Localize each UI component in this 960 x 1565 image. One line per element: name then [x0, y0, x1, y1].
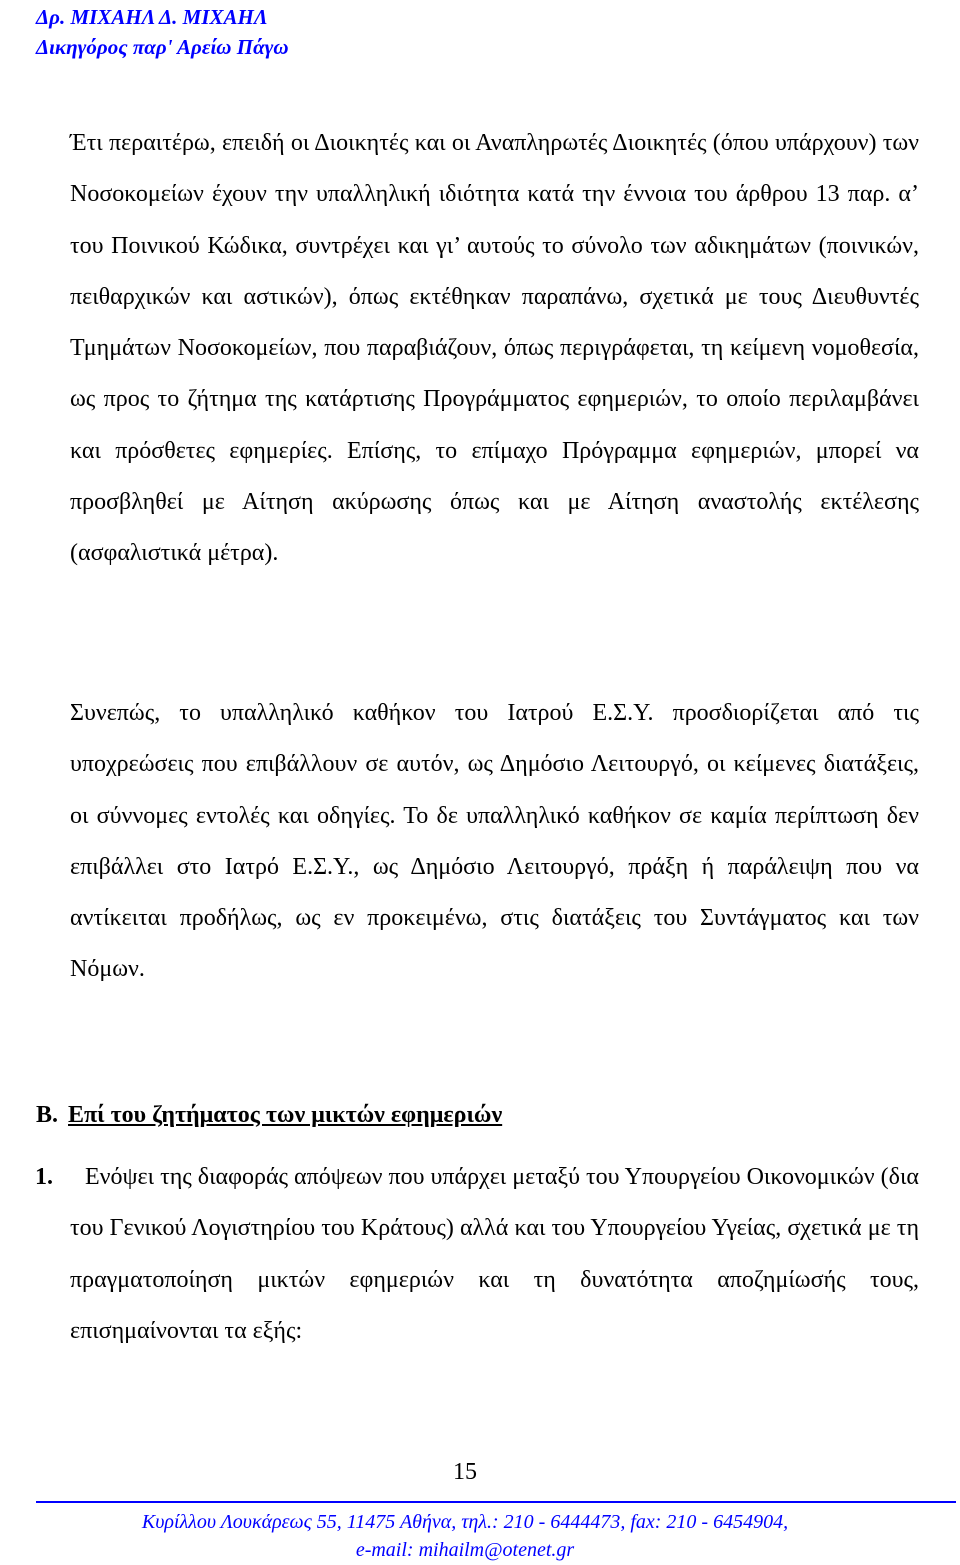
body-paragraph: Συνεπώς, το υπαλληλικό καθήκον του Ιατρού Ε.Σ.Υ. προσδιορίζεται από τις υποχρεώσεις που επιβάλλουν σε αυτόν, ως Δημόσιο Λειτουργό, οι κείμενες διατάξεις, οι σύννομες εντολές και οδηγίες. Το δε υπαλληλικό καθήκον σε καμία περίπτωση δεν επιβάλλει στο Ιατρό Ε.Σ.Υ., ως Δημόσιο Λειτουργό, πράξη ή παράλειψη που να αντίκειται προδήλως, ως εν προκειμένω, στις διατάξεις του Συντάγματος και των Νόμων.: [70, 700, 919, 983]
page-number: 15: [453, 1459, 477, 1485]
section-label: Β.: [36, 1102, 59, 1128]
footer-address: Κυρίλλου Λουκάρεως 55, 11475 Αθήνα, τηλ.: 210 - 6444473, fax: 210 - 6454904,: [141, 1511, 789, 1533]
section-heading: [36, 1090, 502, 1141]
footer-divider: [36, 1501, 956, 1503]
numbered-item: [35, 1152, 919, 1357]
letterhead: [36, 2, 289, 62]
item-number: 1.: [35, 1164, 53, 1190]
lawyer-title: Δικηγόρος παρ' Αρείω Πάγω: [36, 35, 289, 59]
lawyer-name: Δρ. ΜΙΧΑΗΛ Δ. ΜΙΧΑΗΛ: [36, 5, 268, 29]
item-text: Ενόψει της διαφοράς απόψεων που υπάρχει μεταξύ του Υπουργείου Οικονομικών (δια του Γενικού Λογιστηρίου του Κράτους) αλλά και του Υπουργείου Υγείας, σχετικά με τη πραγματοποίηση μικτών εφημεριών και τη δυνατότητα αποζημίωσής τους, επισημαίνονται τα εξής:: [70, 1164, 919, 1344]
footer-email: e-mail: mihailm@otenet.gr: [355, 1539, 575, 1561]
footer: [0, 1508, 930, 1564]
body-paragraph: Έτι περαιτέρω, επειδή οι Διοικητές και οι Αναπληρωτές Διοικητές (όπου υπάρχουν) των Νοσοκομείων έχουν την υπαλληλική ιδιότητα κατά την έννοια του άρθρου 13 παρ. α’ του Ποινικού Κώδικα, συντρέχει και γι’ αυτούς το σύνολο των αδικημάτων (ποινικών, πειθαρχικών και αστικών), όπως εκτέθηκαν παραπάνω, σχετικά με τους Διευθυντές Τμημάτων Νοσοκομείων, που παραβιάζουν, όπως περιγράφεται, τη κείμενη νομοθεσία, ως προς το ζήτημα της κατάρτισης Προγράμματος εφημεριών, το οποίο περιλαμβάνει και πρόσθετες εφημερίες. Επίσης, το επίμαχο Πρόγραμμα εφημεριών, μπορεί να προσβληθεί με Αίτηση ακύρωσης όπως και με Αίτηση αναστολής εκτέλεσης (ασφαλιστικά μέτρα).: [70, 130, 919, 567]
section-heading-text: Επί του ζητήματος των μικτών εφημεριών: [68, 1102, 503, 1128]
